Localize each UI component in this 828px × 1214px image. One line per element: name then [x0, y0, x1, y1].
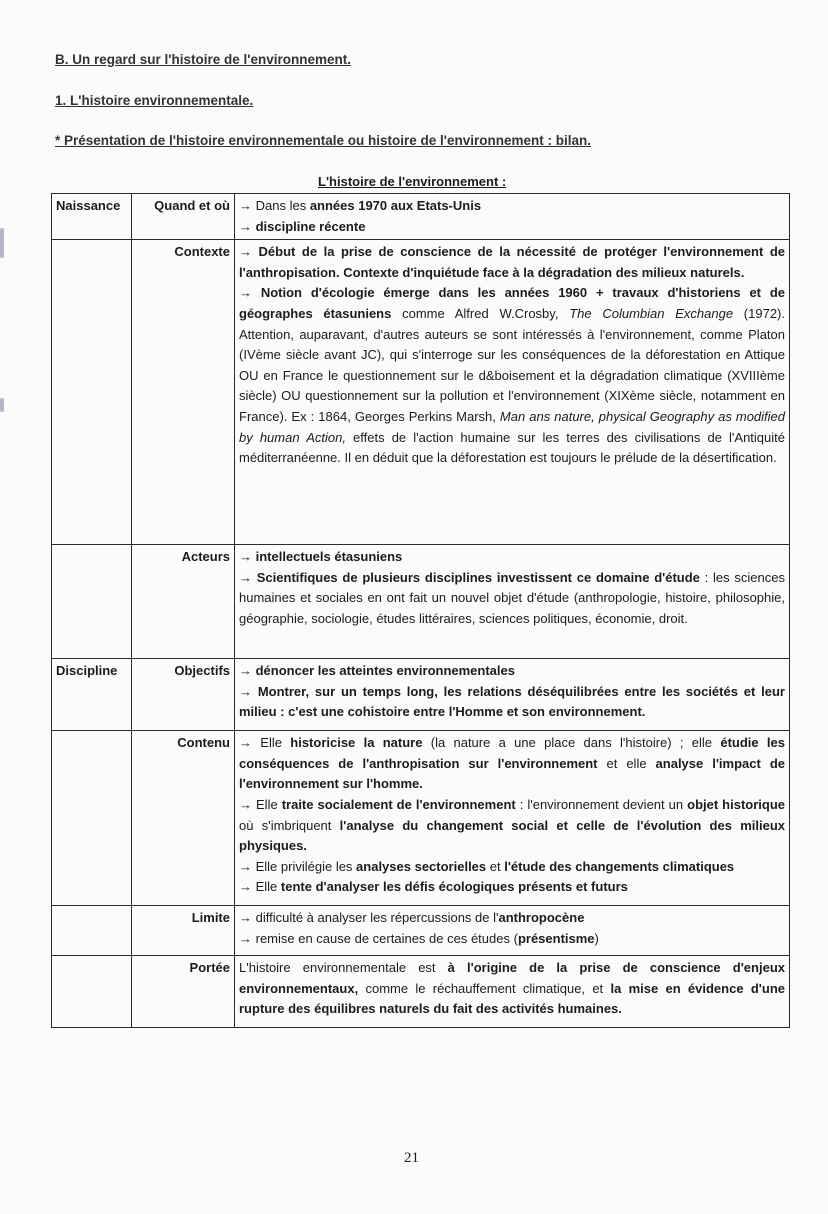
quand-line-2: → discipline récente: [239, 218, 366, 234]
acteurs-line-1: → intellectuels étasuniens: [239, 549, 403, 565]
label-quand-et-ou: Quand et où: [132, 194, 235, 240]
margin-mark: [0, 228, 4, 258]
table-row-quand: [52, 194, 790, 240]
category-empty: [52, 545, 132, 659]
label-acteurs: Acteurs: [132, 545, 235, 659]
cell-acteurs: [235, 545, 790, 659]
acteurs-paragraph-2: → Scientifiques de plusieurs disciplines investissent ce domaine d'étude : les sciences humaines et sociales en ont fait un nouvel objet d'étude (anthropologie, histoire, philosophie, géographie, sociologie, études littéraires, sciences politiques, économie, droit.: [239, 569, 785, 626]
label-portee: Portée: [132, 956, 235, 1028]
label-contenu: Contenu: [132, 731, 235, 906]
cell-portee: [235, 956, 790, 1028]
objectifs-line-1: → dénoncer les atteintes environnementales: [239, 663, 515, 679]
table-row-portee: [52, 956, 790, 1028]
table-title: L'histoire de l'environnement :: [318, 174, 507, 189]
category-naissance: Naissance: [52, 194, 132, 240]
category-discipline: Discipline: [52, 659, 132, 731]
category-empty: [52, 956, 132, 1028]
environment-history-table: [51, 193, 790, 1028]
table-row-acteurs: [52, 545, 790, 659]
contenu-paragraph-4: → Elle tente d'analyser les défis écologiques présents et futurs: [239, 879, 628, 895]
table-row-limite: [52, 906, 790, 956]
cell-contexte: [235, 240, 790, 545]
contenu-paragraph-3: → Elle privilégie les analyses sectorielles et l'étude des changements climatiques: [239, 858, 735, 874]
label-contexte: Contexte: [132, 240, 235, 545]
objectifs-line-2: → Montrer, sur un temps long, les relations déséquilibrées entre les sociétés et leur milieu : c'est une cohistoire entre l'Homme et son environnement.: [239, 683, 785, 720]
label-limite: Limite: [132, 906, 235, 956]
section-b-heading: B. Un regard sur l'histoire de l'environnement.: [55, 52, 351, 67]
category-empty: [52, 906, 132, 956]
presentation-heading: * Présentation de l'histoire environnementale ou histoire de l'environnement : bilan.: [55, 133, 592, 148]
contenu-paragraph-1: → Elle historicise la nature (la nature a une place dans l'histoire) ; elle étudie les conséquences de l'anthropisation sur l'environnement et elle analyse l'impact de l'environnement sur l'homme.: [239, 735, 785, 792]
contenu-paragraph-2: → Elle traite socialement de l'environnement : l'environnement devient un objet historique où s'imbriquent l'analyse du changement social et celle de l'évolution des milieux physiques.: [239, 796, 786, 854]
margin-mark: [0, 398, 4, 412]
category-empty: [52, 240, 132, 545]
limite-line-1: → difficulté à analyser les répercussions de l'anthropocène: [239, 910, 585, 926]
quand-line-1: → Dans les années 1970 aux Etats-Unis: [239, 198, 482, 213]
table-row-objectifs: [52, 659, 790, 731]
cell-limite: [235, 906, 790, 956]
contexte-paragraph-2: → Notion d'écologie émerge dans les années 1960 + travaux d'historiens et de géographes étasuniens comme Alfred W.Crosby, The Columbian Exchange (1972). Attention, auparavant, d'autres auteurs se sont intéressés à l'environnement, comme Platon (IVème siècle avant JC), qui s'interroge sur les conséquences de la déforestation en Attique OU en France le questionnement sur le d&boisement et la dégradation climatique (XVIIIème siècle) OU questionnement sur la pollution et l'environnement (XIXème siècle, notamment en France). Ex : 1864, Georges Perkins Marsh, Man ans nature, physical Geography as modified by human Action, effets de l'action humaine sur les terres des civilisations de l'Antiquité méditerranéenne. Il en déduit que la déforestation est toujours le prélude de la désertification.: [239, 285, 786, 466]
section-1-heading: 1. L'histoire environnementale.: [55, 93, 254, 108]
category-empty: [52, 731, 132, 906]
contexte-paragraph-1: → Début de la prise de conscience de la nécessité de protéger l'environnement de l'anthropisation. Contexte d'inquiétude face à la dégradation des milieux naturels.: [239, 244, 785, 280]
cell-objectifs: [235, 659, 790, 731]
table-row-contenu: [52, 731, 790, 906]
page-number: 21: [404, 1150, 419, 1166]
table-row-contexte: [52, 240, 790, 545]
cell-contenu: [235, 731, 790, 906]
label-objectifs: Objectifs: [132, 659, 235, 731]
limite-line-2: → remise en cause de certaines de ces études (présentisme): [239, 930, 599, 946]
cell-quand-et-ou: [235, 194, 790, 240]
portee-paragraph: L'histoire environnementale est à l'origine de la prise de conscience d'enjeux environnementaux, comme le réchauffement climatique, et la mise en évidence d'une rupture des équilibres naturels du fait des activités humaines.: [239, 960, 785, 1017]
